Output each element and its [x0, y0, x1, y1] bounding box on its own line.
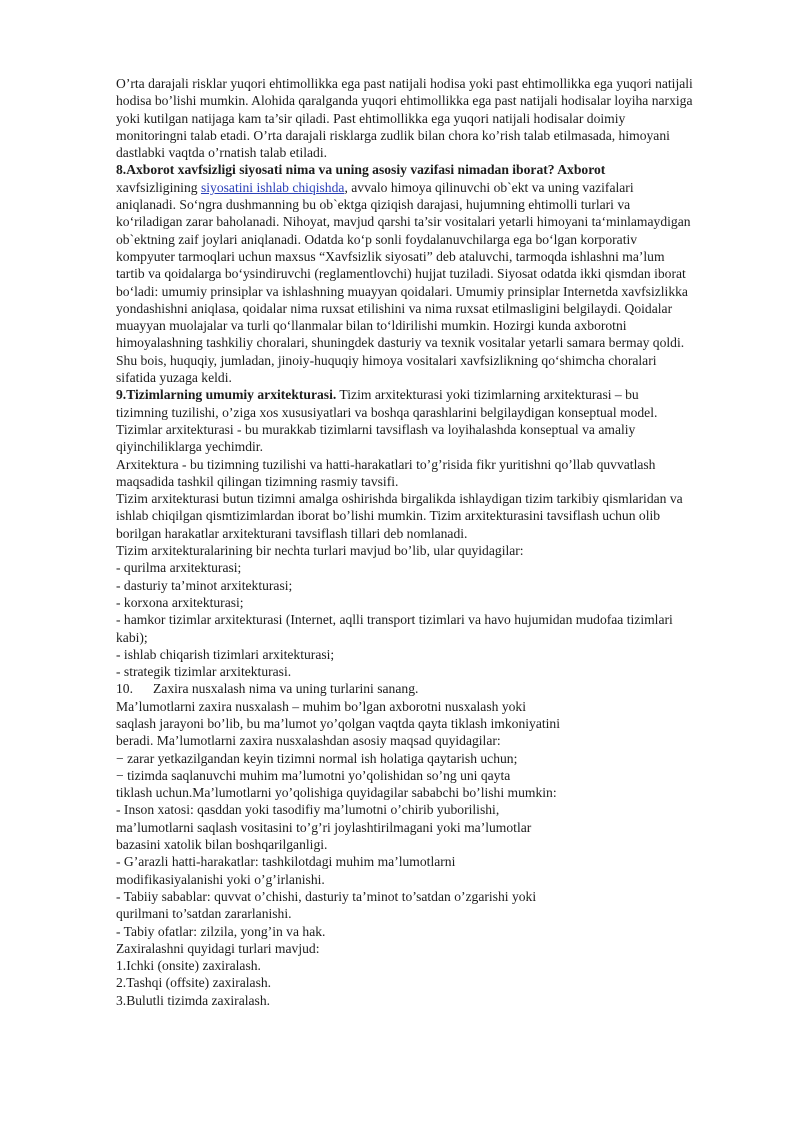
list-item: - Tabiy ofatlar: zilzila, yong’in va hak. — [116, 923, 326, 939]
section-title: Zaxira nusxalash nima va uning turlarini sanang. — [153, 681, 419, 697]
text-line: tizimning tuzilishi, o’ziga xos xususiyatlari va boshqa qarashlarini belgilaydigan konseptual model. — [116, 404, 658, 420]
text-line: ishlab chiqilgan qismtizimlardan iborat bo’lishi mumkin. Tizim arxitekturasini tavsiflash uchun olib — [116, 508, 661, 524]
list-item: - qurilma arxitekturasi; — [116, 560, 242, 576]
list-item: - ishlab chiqarish tizimlari arxitekturasi; — [116, 646, 335, 662]
text-line: modifikasiyalanishi yoki o’g’irlanishi. — [116, 871, 325, 887]
text-line — [116, 386, 756, 403]
text-line: hodisa bo’lishi mumkin. Alohida qaralganda yuqori ehtimollikka ega past natijali hodisalar loyiha narxiga — [116, 93, 693, 109]
text-line: O’rta darajali risklar yuqori ehtimollikka ega past natijali hodisa yoki past ehtimollikka ega yuqori natijali — [116, 76, 693, 91]
text-fragment: , avvalo himoya qilinuvchi ob`ekt va uning vazifalari — [344, 179, 634, 195]
list-item: - G’arazli hatti-harakatlar: tashkilotdagi muhim ma’lumotlarni — [116, 854, 456, 870]
list-item: - hamkor tizimlar arxitekturasi (Internet, aqlli transport tizimlari va havo hujumidan mudofaa tizimlari — [116, 612, 673, 628]
list-item: 1.Ichki (onsite) zaxiralash. — [116, 958, 261, 974]
text-line: yondashishni aniqlasa, qoidalar nima ruxsat etilishini va nima ruxsat etilmasligini belgilaydi. Qoidalar — [116, 300, 673, 316]
list-item: - korxona arxitekturasi; — [116, 594, 244, 610]
policy-link[interactable]: siyosatini ishlab chiqishda — [200, 179, 345, 195]
text-line: tartib va qoidalarga bo‘ysindiruvchi (reglamentlovchi) hujjat tuziladi. Siyosat odatda ikki qismdan iborat — [116, 266, 686, 282]
text-line: beradi. Ma’lumotlarni zaxira nusxalashdan asosiy maqsad quyidagilar: — [116, 733, 501, 749]
text-line: Shu bois, huquqiy, jumladan, jinoiy-huquqiy himoya vositalari xavfsizlikning qo‘shimcha choralari — [116, 352, 657, 368]
list-item: kabi); — [116, 629, 148, 645]
list-item: - Tabiiy sabablar: quvvat o’chishi, dasturiy ta’minot to’satdan o’zgarishi yoki — [116, 888, 537, 904]
text-line: ko‘riladigan zarar baholanadi. Nihoyat, mavjud qarshi ta’sir vositalari yetarli himoyani ta‘minlamaydigan — [116, 214, 691, 230]
text-line: muayyan muolajalar va turli qo‘llanmalar bilan to‘ldirilishi mumkin. Hozirgi kunda axborotni — [116, 318, 627, 334]
list-item: - dasturiy ta’minot arxitekturasi; — [116, 577, 293, 593]
text-line: saqlash jarayoni bo’lib, bu ma’lumot yo’qolgan vaqtda qayta tiklash imkoniyatini — [116, 715, 560, 731]
text-line: maqsadida tashkil qilingan tizimning rasmiy tavsifi. — [116, 473, 399, 489]
text-line: himoyalashning tashkiliy choralari, shuningdek dasturiy va texnik vositalar yetarli samara bermay qoldi. — [116, 335, 685, 351]
section-number: 10. — [116, 681, 133, 697]
text-line: dastlabki vaqtda o’rnatish talab etiladi. — [116, 145, 328, 161]
text-line: Tizimlar arxitekturasi - bu murakkab tizimlarni tavsiflash va loyihalashda konseptual va amaliy — [116, 421, 636, 437]
section-heading: 9.Tizimlarning umumiy arxitekturasi. — [116, 387, 337, 403]
text-line: aniqlanadi. So‘ngra dushmanning bu ob`ektga qiziqish darajasi, hujumning ehtimolli turlari va — [116, 197, 631, 213]
text-line: borilgan harakatlar arxitekturani tavsiflash tillari deb nomlanadi. — [116, 525, 468, 541]
text-line: Tizim arxitekturalarining bir nechta turlari mavjud bo’lib, ular quyidagilar: — [116, 543, 524, 559]
text-line: qurilmani to’satdan zararlanishi. — [116, 906, 292, 922]
list-item: − zarar yetkazilgandan keyin tizimni normal ish holatiga qaytarish uchun; — [116, 750, 518, 766]
text-line: Zaxiralashni quyidagi turlari mavjud: — [116, 940, 320, 956]
security-policy-section — [116, 161, 756, 386]
text-line: tiklash uchun.Ma’lumotlarni yo’qolishiga quyidagilar sababchi bo’lishi mumkin: — [116, 785, 557, 801]
text-line: kompyuter tarmoqlari uchun maxsus “Xavfsizlik siyosati” deb ataluvchi, tarmoqda ishlashni ma’lum — [116, 248, 665, 264]
text-line: Arxitektura - bu tizimning tuzilishi va hatti-harakatlari to’g’risida fikr yuritishni qo’llab quvvatlash — [116, 456, 656, 472]
text-line: yoki kutilgan natijaga kam ta’sir qiladi. Past ehtimollikka ega yuqori natijali hodisalar doimiy — [116, 110, 626, 126]
text-fragment: Tizim arxitekturasi yoki tizimlarning arxitekturasi – bu — [336, 387, 639, 403]
list-item: 3.Bulutli tizimda zaxiralash. — [116, 992, 271, 1008]
text-line: monitoringni talab etadi. O’rta darajali risklarga zudlik bilan chora ko’rish talab etilmasada, himoyani — [116, 127, 670, 143]
document-page — [116, 75, 756, 1009]
system-architecture-section — [116, 386, 756, 680]
text-line: bo‘ladi: umumiy prinsiplar va ishlashning muayyan qoidalari. Umumiy prinsiplar Internetda xavfsizlikka — [116, 283, 688, 299]
text-fragment: xavfsizligining — [116, 179, 201, 195]
list-item: - strategik tizimlar arxitekturasi. — [116, 664, 292, 680]
text-line: bazasini xatolik bilan boshqarilganligi. — [116, 837, 328, 853]
text-line — [116, 179, 756, 196]
list-item: − tizimda saqlanuvchi muhim ma’lumotni yo’qolishidan so’ng uni qayta — [116, 767, 511, 783]
list-item: 2.Tashqi (offsite) zaxiralash. — [116, 975, 272, 991]
risk-paragraph — [116, 75, 756, 161]
section-heading — [116, 680, 756, 697]
text-line: ob`ektning zaif joylari aniqlanadi. Odatda ko‘p sonli foydalanuvchilarga ega bo‘lgan korporativ — [116, 231, 638, 247]
text-line: ma’lumotlarni saqlash vositasini to’g’ri joylashtirilmagani yoki ma’lumotlar — [116, 819, 532, 835]
text-line: Tizim arxitekturasi butun tizimni amalga oshirishda birgalikda ishlaydigan tizim tarkibiy qismlaridan va — [116, 491, 683, 507]
text-line: qiyinchiliklarga yechimdir. — [116, 439, 263, 455]
text-line: sifatida yuzaga keldi. — [116, 370, 232, 386]
text-line: Ma’lumotlarni zaxira nusxalash – muhim bo’lgan axborotni nusxalash yoki — [116, 698, 526, 714]
list-item: - Inson xatosi: qasddan yoki tasodifiy ma’lumotni o’chirib yuborilishi, — [116, 802, 500, 818]
backup-section — [116, 680, 756, 1009]
section-heading: 8.Axborot xavfsizligi siyosati nima va uning asosiy vazifasi nimadan iborat? Axborot — [116, 162, 606, 178]
